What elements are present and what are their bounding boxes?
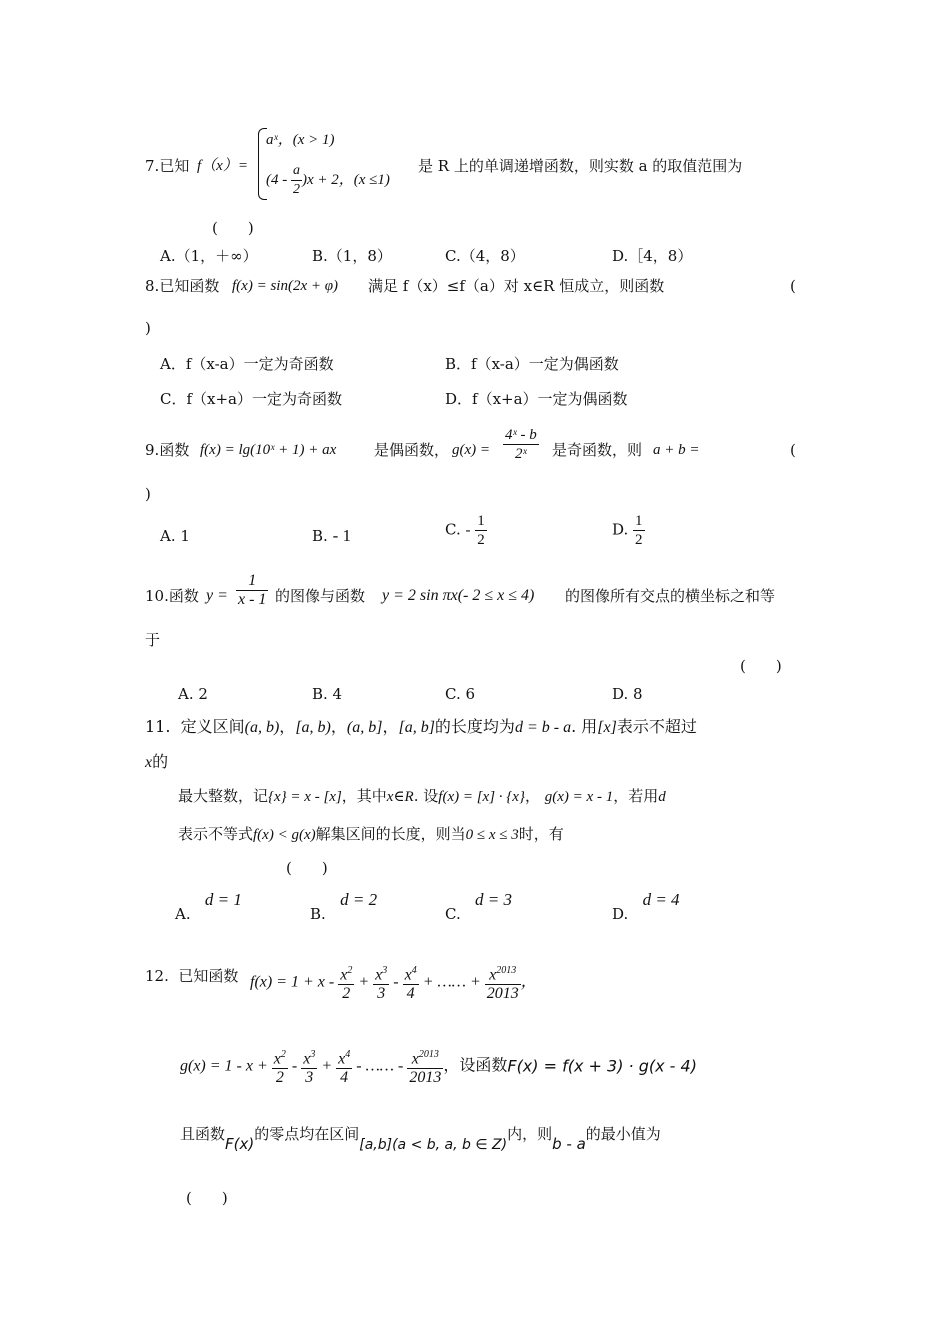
q12-lead: 12. 已知函数 xyxy=(145,967,239,985)
q8-option-b: B．f（x-a）一定为偶函数 xyxy=(445,355,619,373)
q8-option-c: C．f（x+a）一定为奇函数 xyxy=(160,390,343,408)
q12-paren: ( ) xyxy=(186,1189,228,1207)
q8-option-a: A．f（x-a）一定为奇函数 xyxy=(160,355,334,373)
q11-option-d: D. d = 4 xyxy=(612,890,680,923)
q11-line4: 表示不等式f(x) < g(x)解集区间的长度，则当0 ≤ x ≤ 3时，有 xyxy=(178,825,564,843)
q7-option-a: A.（1，＋∞） xyxy=(160,247,258,265)
q8-lead: 8.已知函数 xyxy=(145,277,220,295)
q7-fx: f（x）= xyxy=(197,158,248,174)
q10-y1: y = xyxy=(206,587,228,604)
q10-lead: 10.函数 xyxy=(145,587,199,605)
q10-y1-frac: $\frac{1}{x - 1}$ xyxy=(238,572,267,608)
q11-line1: 11. 定义区间(a, b)，[a, b)，(a, b]，[a, b]的长度均为d = b - a. 用[x]表示不超过 xyxy=(145,717,697,736)
q9-g: g(x) = xyxy=(452,442,491,458)
q11-option-a: A. d = 1 xyxy=(175,890,242,923)
q10-line2: 于 xyxy=(145,631,161,649)
q10-option-d: D. 8 xyxy=(612,685,643,703)
q10-paren: ( ) xyxy=(740,657,782,675)
q7-number: 7.已知 xyxy=(145,157,190,175)
q9-mid: 是偶函数， xyxy=(374,441,450,459)
q9-f: f(x) = lg(10ˣ + 1) + ax xyxy=(200,442,337,458)
q10-mid: 的图像与函数 xyxy=(275,587,366,605)
q8-formula: f(x) = sin(2x + φ) xyxy=(232,278,339,294)
q12-g: g(x) = 1 - x + $\frac{x^2}{2}$ - $\frac{x^3}{3}$ + $\frac{x^4}{4}$ - …… - $\frac{x^{2013}}{2013}$ ，设函数F(x) = f(x + 3) · g(x - 4) xyxy=(180,1046,697,1087)
q9-option-c: C. - $\frac{1}{2}$ xyxy=(445,513,485,548)
q7-option-d: D.［4，8） xyxy=(612,247,693,265)
q11-option-c: C. d = 3 xyxy=(445,890,513,923)
q8-option-d: D．f（x+a）一定为偶函数 xyxy=(445,390,628,408)
q9-option-d: D. $\frac{1}{2}$ xyxy=(612,513,643,548)
q7-paren: ( ) xyxy=(212,219,254,237)
q10-option-b: B. 4 xyxy=(312,685,343,703)
q9-tail: 是奇函数，则 xyxy=(552,441,643,459)
q9-g-frac: $\frac{\text{4ˣ - b}}{\text{2ˣ}}$ xyxy=(505,427,537,462)
q9-lead: 9.函数 xyxy=(145,441,190,459)
q7-option-b: B.（1，8） xyxy=(312,247,392,265)
q11-line3: 最大整数，记{x} = x - [x]，其中x∈R. 设f(x) = [x] · {x}， g(x) = x - 1，若用d xyxy=(178,787,666,805)
q9-option-b: B. - 1 xyxy=(312,526,351,545)
q10-tail: 的图像所有交点的横坐标之和等 xyxy=(565,587,776,605)
q8-tail: 满足 f（x）≤f（a）对 x∈R 恒成立，则函数 xyxy=(368,277,665,295)
q8-paren-open: ( xyxy=(790,277,796,295)
q7-option-c: C.（4，8） xyxy=(445,247,525,265)
q9-paren-close: ) xyxy=(145,485,151,503)
q11-paren: ( ) xyxy=(286,859,328,877)
q10-y2: y = 2 sin πx(- 2 ≤ x ≤ 4) xyxy=(382,587,535,604)
q7-case1: aˣ，(x > 1) xyxy=(266,132,335,148)
q7-case2: (4 - $\frac{a}{2}$ )x + 2，(x ≤1) xyxy=(266,163,390,197)
q11-line2: x的 xyxy=(145,752,169,771)
q9-ab: a + b = xyxy=(653,442,700,458)
q8-paren-close: ) xyxy=(145,319,151,337)
q9-option-a: A. 1 xyxy=(160,527,190,545)
q12-f: f(x) = 1 + x - $\frac{x^2}{2}$ + $\frac{x^3}{3}$ - $\frac{x^4}{4}$ + …… + $\frac{x^{2013}}{2013}$ ， xyxy=(250,962,537,1003)
q12-line3: 且函数F(x)的零点均在区间[a,b](a < b, a, b ∈ Z)内，则b - a的最小值为 xyxy=(180,1125,661,1153)
q11-option-b: B. d = 2 xyxy=(310,890,378,923)
q10-option-a: A. 2 xyxy=(178,685,208,703)
q10-option-c: C. 6 xyxy=(445,685,476,703)
q9-paren-open: ( xyxy=(790,441,796,459)
q7-tail: 是 R 上的单调递增函数，则实数 a 的取值范围为 xyxy=(418,157,743,175)
